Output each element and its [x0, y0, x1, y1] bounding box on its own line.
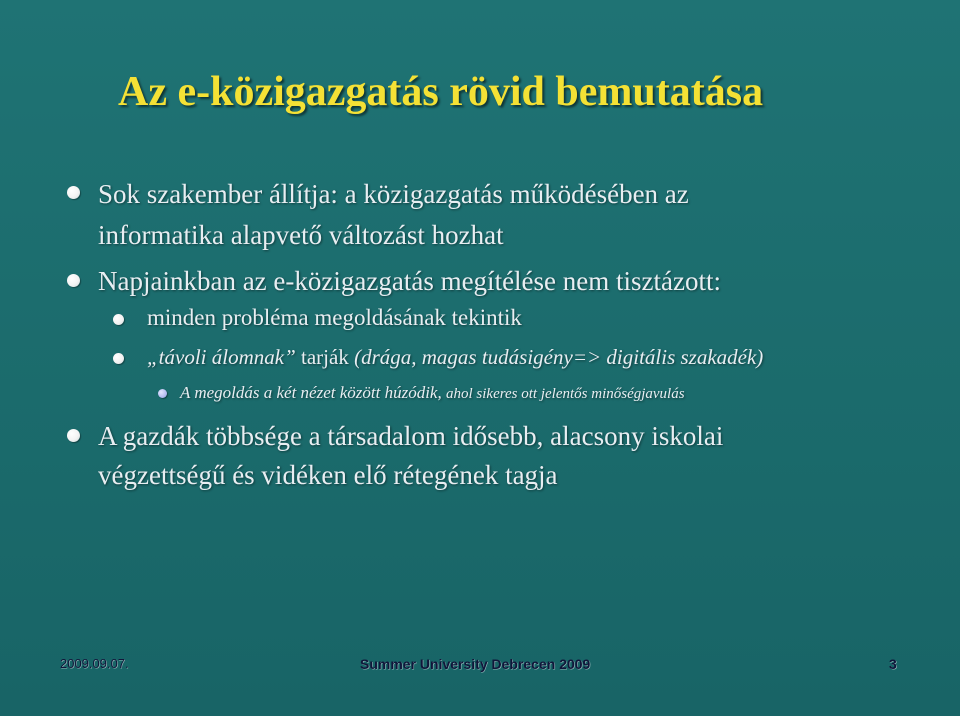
bullet-2-1-text: minden probléma megoldásának tekintik [147, 305, 522, 330]
bullet-1-line-1: Sok szakember állítja: a közigazgatás működésében az [98, 179, 689, 209]
bullet-3 [98, 418, 918, 493]
bullet-1 [98, 176, 918, 253]
bullet-2-2-plain: tarják [301, 345, 349, 369]
bullet-2-2 [147, 342, 763, 372]
bullet-2-text: Napjainkban az e-közigazgatás megítélése nem tisztázott: [98, 266, 721, 296]
bullet-2-2-paren: (drága, magas tudásigény=> digitális szakadék) [354, 345, 764, 369]
bullet-dot-icon [67, 186, 80, 199]
bullet-3-line-1: A gazdák többsége a társadalom idősebb, alacsony iskolai [98, 421, 724, 451]
bullet-2-2-1-small: ahol sikeres ott jelentős minőségjavulás [445, 386, 685, 402]
bullet-3-line-2: végzettségű és vidéken elő rétegének tagja [98, 460, 558, 490]
bullet-2 [98, 263, 918, 299]
bullet-dot-icon [67, 429, 80, 442]
bullet-2-1 [147, 303, 522, 333]
sub-bullet-dot-icon [113, 353, 124, 364]
footer-title: Summer University Debrecen 2009 [360, 656, 591, 672]
bullet-2-2-1-main: A megoldás a két nézet között húzódik, [180, 383, 442, 402]
slide-number: 3 [889, 656, 897, 672]
sub-sub-bullet-dot-icon [158, 389, 167, 398]
bullet-2-2-italic: „távoli álomnak” [147, 345, 296, 369]
bullet-dot-icon [67, 274, 80, 287]
sub-bullet-dot-icon [113, 314, 124, 325]
bullet-1-line-2: informatika alapvető változást hozhat [98, 220, 504, 250]
bullet-2-2-1 [180, 382, 685, 405]
footer-date: 2009.09.07. [60, 656, 129, 671]
slide-title: Az e-közigazgatás rövid bemutatása [118, 69, 764, 115]
